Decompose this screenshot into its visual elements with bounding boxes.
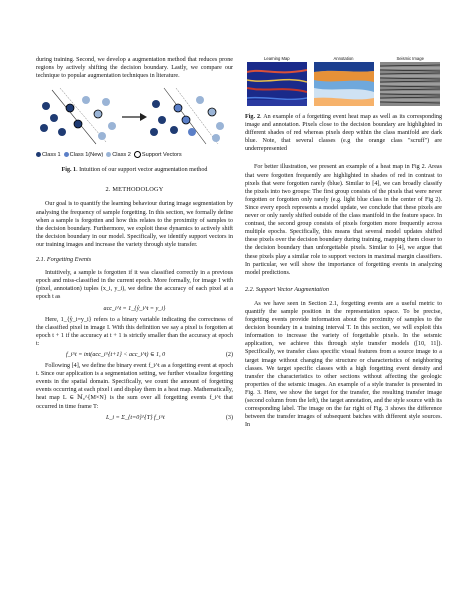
fig1-left-panel (40, 88, 116, 144)
intro-paragraph-end: during training. Second, we develop a augmentation method that reduces prone regions by actively shifting the decision boundary. Lastly, we compare our technique to popular augmentation techniques in literature. (36, 57, 233, 80)
fig2-title-learning-map: Learning Map (264, 56, 290, 61)
figure-1-diagram (36, 86, 233, 148)
left-column (36, 56, 233, 425)
forgetting-paragraph-2: Here, 1_{ŷ_i=y_i} refers to a binary variable indicating the correctness of the classified pixel in image I. With this definition we say a pixel is forgotten at epoch t + 1 if the accuracy at t + 1 is strictly smaller than the accuracy at epoch t: (36, 316, 233, 347)
heatmap-paragraph: For better illustration, we present an example of a heat map in Fig 2. Areas that were forgotten frequently are highlighted in shades of red in contrast to pixels that were forgotten rarely (blue). Similar to [4], we can broadly classify the pixels into two groups: The first group consists of the pixels that were never forgotten or forgotten only rarely (e.g. light blue class in the center of Fig 2). Since every epoch represents a model update, we conclude that these pixels are never or only rarely shifted outside of the class manifold in the feature space. In contrast, the second group consists of pixels forgotten more frequently across multiple epochs. Specifically, this means that several model updates shifted these pixels over the decision boundary during training, mapping them closer to the decision boundary than unforgettable pixels. Similar to [4], we argue that these pixels play a similar role to support vectors in maximal margin classifiers. In particular, we will show the importance of forgetting events in analyzing model predictions. (245, 164, 442, 276)
fig1-right-panel (150, 88, 224, 144)
fig2-panel-seismic (378, 56, 442, 106)
seismic-image (380, 62, 440, 106)
figure-1-legend (36, 151, 233, 159)
subsection-support-vector-augmentation: 2.2. Support Vector Augmentation (245, 285, 329, 293)
figure-2 (245, 56, 442, 106)
section-title: 2. METHODOLOGY (105, 186, 164, 194)
legend-item-class-1-new: Class 1(New) (64, 151, 104, 159)
learning-map-image (247, 62, 307, 106)
fig2-title-seismic: Seismic Image (396, 56, 424, 61)
annotation-image (314, 62, 374, 106)
fig2-panel-learning-map (245, 56, 309, 106)
forgetting-paragraph-1: Intuitively, a sample is forgotten if it was classified correctly in a previous epoch and miss-classified in the current epoch. More formally, for image I with (pixel, annotation) tuples (x_i, y_i), we define the accuracy of each pixel at a epoch t as (36, 270, 233, 301)
method-paragraph: Our goal is to quantify the learning behaviour during image segmentation by analysing the frequency of sample forgetting. In this section, we formally define when a sample is forgotten and how this relates to the proximity of samples to the decision boundary. Furthermore, we exploit these dynamics to actively shift the decision boundary in our model. Specifically, we identify support vectors in our training images and increase the variety through style transfer. (36, 201, 233, 248)
equation-1: acc_i^t = 1_{ŷ_i^t = y_i} (103, 305, 166, 312)
legend-item-class-1: Class 1 (36, 151, 61, 159)
augmentation-paragraph: As we have seen in Section 2.1, forgetting events are a useful metric to quantify the sample position in the representation space. To be precise, forgetting events provide information about the proximity of samples to the decision boundary in a training interval T. In this section, we will exploit this information to increase the variety of forgettable pixels. In the seismic application, we achieve this through style transfer models ([10, 11]). Specifically, we transfer class specific visual features from a source image to a target image without changing the structure or characteristics of neighboring classes. We target specific classes with a high forgetting event density and transfer the characteristics to other sections without affecting the geologic properties of the seismic images. An example of a style transfer is presented in Fig. 3. Here, we show the target for the transfer, the resulting transfer image (second column from the left), the target annotation, and the style source with its corresponding label. The image on the far right of Fig. 3 shows the difference between the transfer images of subsequent batches with different style sources. In (245, 300, 442, 429)
fig1-arrow (122, 113, 147, 121)
right-column (245, 56, 442, 429)
equation-2: f_i^t = int(acc_i^{t+1} < acc_i^t) ∈ 1, 0 (2) (66, 351, 233, 358)
figure-2-caption: Fig. 2. An example of a forgetting event heat map as well as its corresponding image and annotation. Pixels close to the decision boundary are highlighted in different shades of red whereas pixels deep within the class manifold are dark blue. Note, that several classes (e.g the orange class "scruff") are underrepresented (245, 114, 442, 153)
fig2-panel-annotation (312, 56, 376, 106)
legend-item-class-2: Class 2 (106, 151, 131, 159)
fig2-title-annotation: Annotation (333, 56, 354, 61)
forgetting-paragraph-3: Following [4], we define the binary event f_i^t as a forgetting event at epoch t. Since our application is a segmentation setting, we further visualize forgetting events in the spatial domain. Specifically, we count the amount of forgetting events occurring at each pixel i and display them in a heat map. Mathematically, heat map L ∈ ℕ₀^{M×N} is the sum over all forgetting events f_i^t that occurred in time frame T: (36, 363, 233, 410)
legend-item-support-vectors: Support Vectors (134, 151, 182, 159)
equation-3: L_i = Σ_{t=0}^{T} f_i^t (3) (106, 414, 233, 421)
subsection-forgetting-events: 2.1. Forgetting Events (36, 256, 92, 264)
figure-1-caption: Fig. 1. Intuition of our support vector augmentation method (61, 167, 208, 174)
figure-1 (36, 86, 233, 160)
